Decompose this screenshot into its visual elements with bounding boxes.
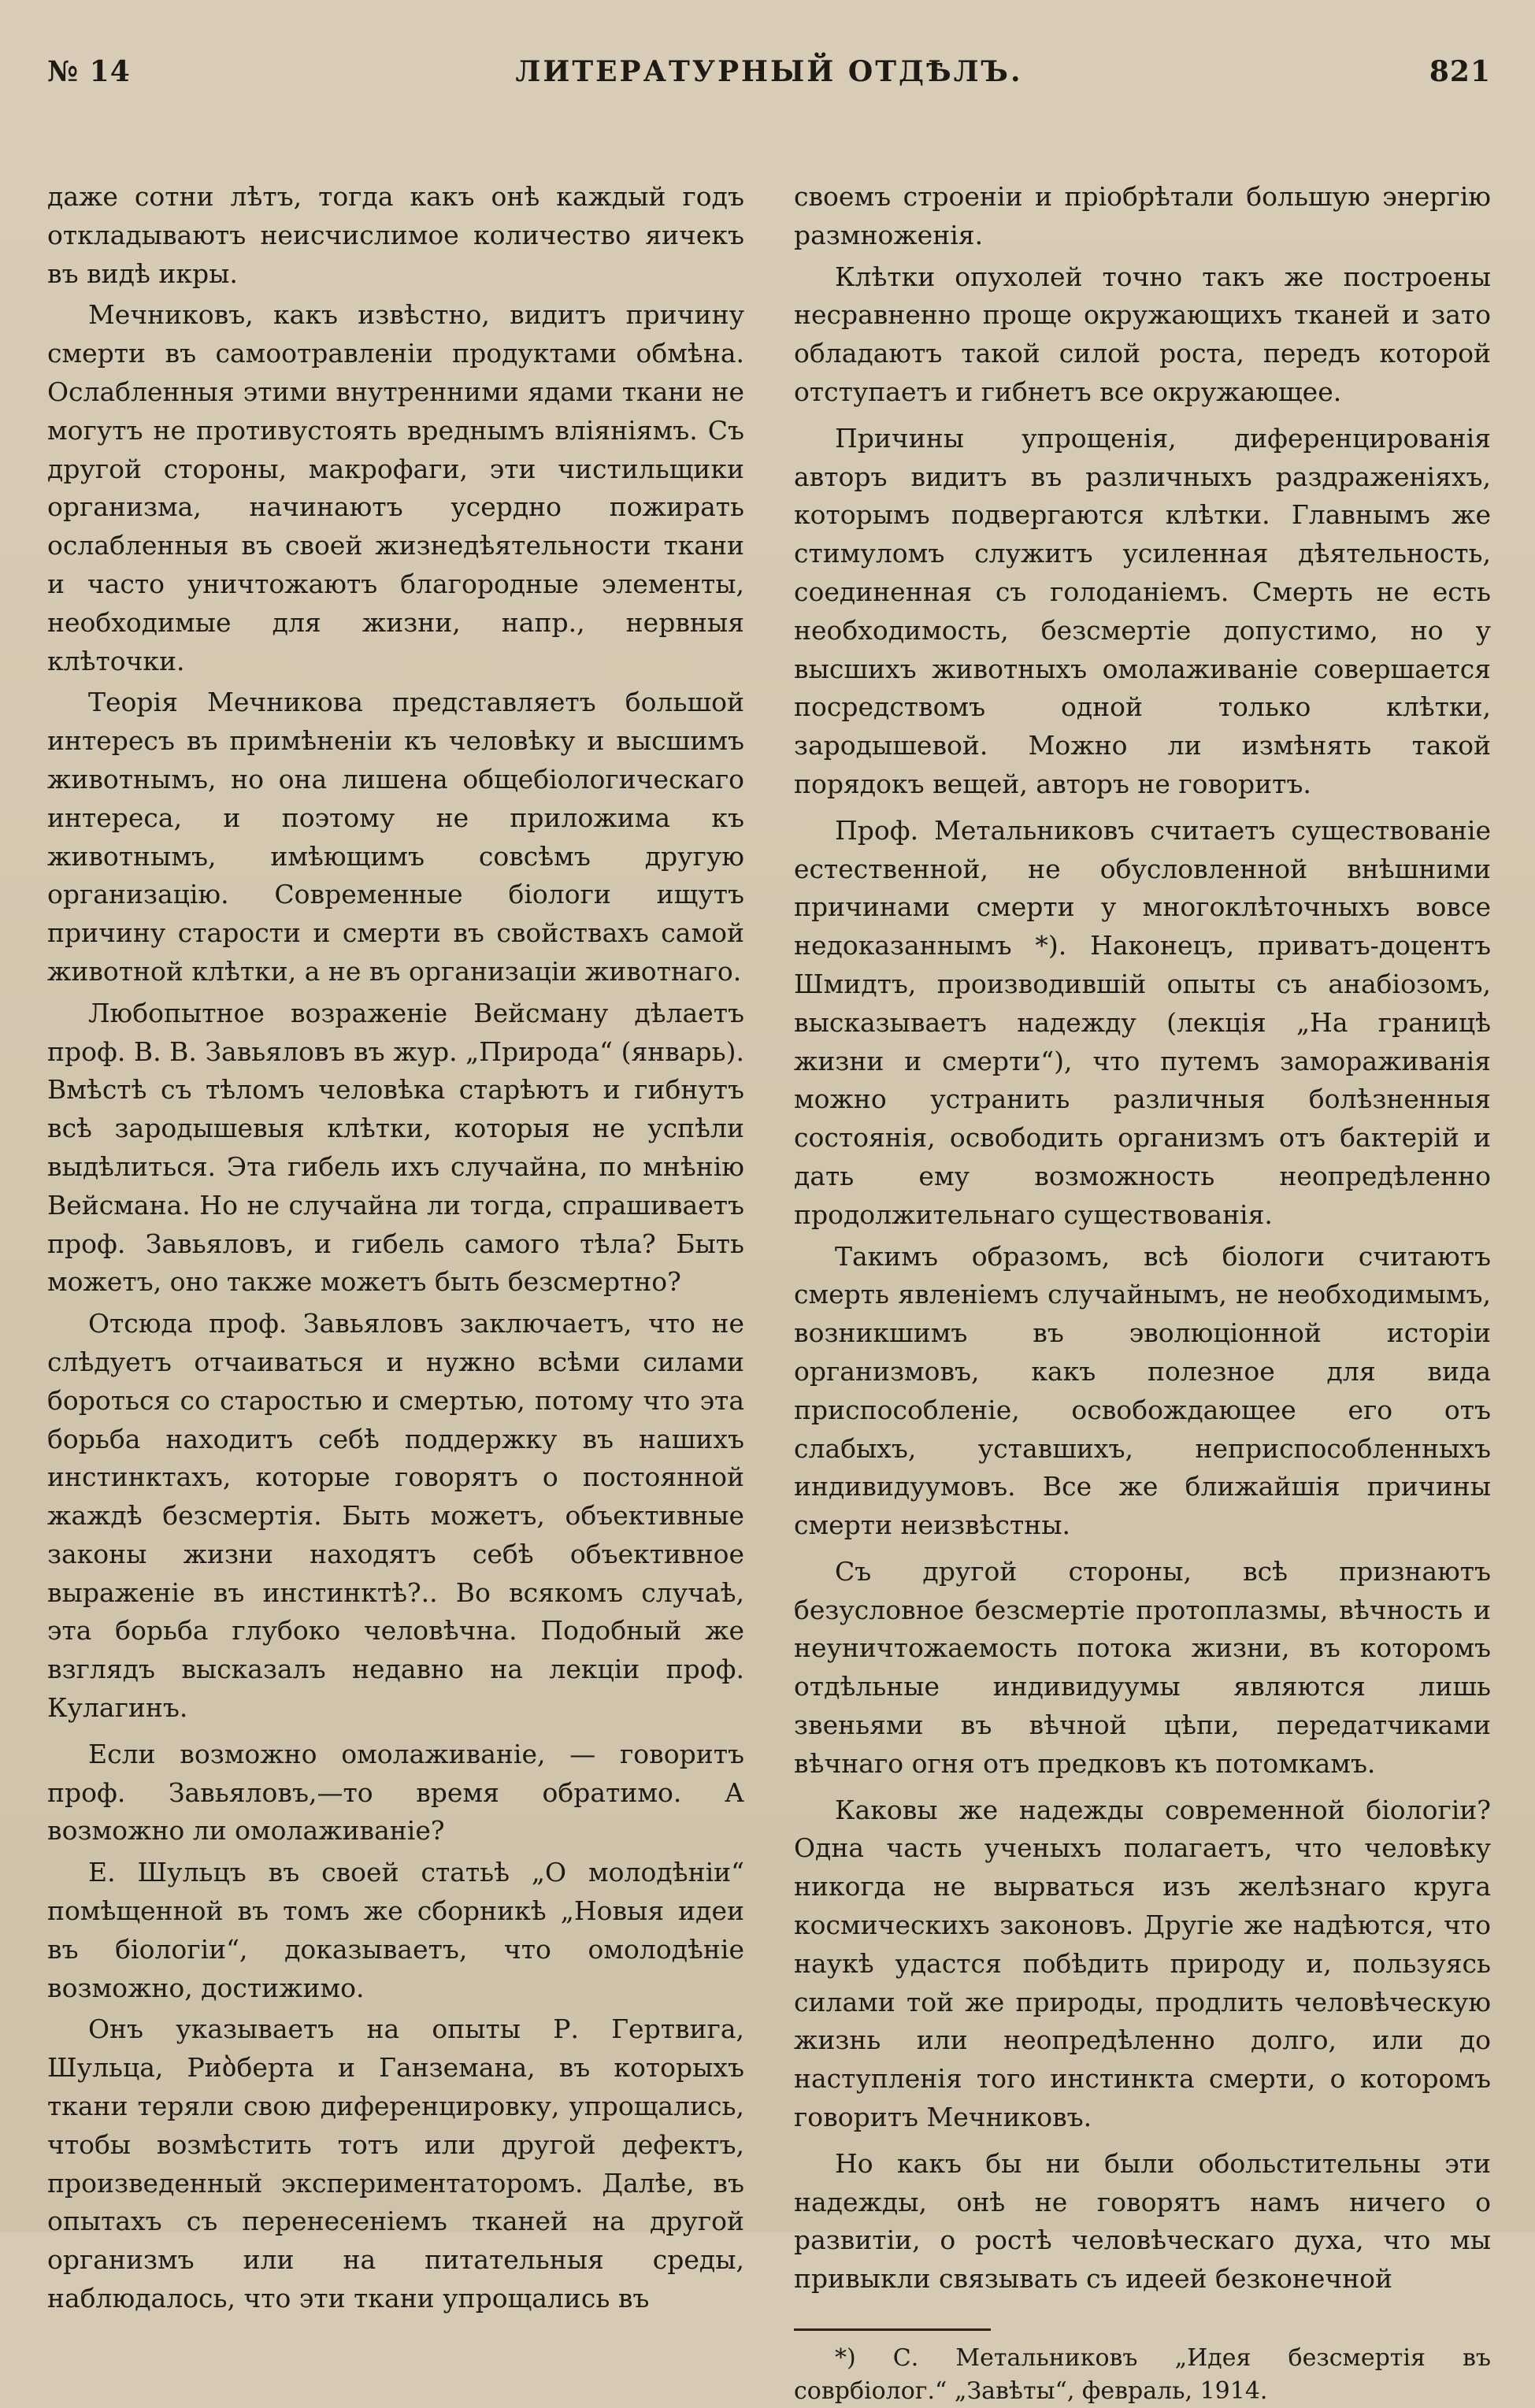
- paragraph: Такимъ образомъ, всѣ біологи считаютъ смерть явленіемъ случайнымъ, не необходимымъ, возникшимъ въ эволюціонной исторіи организмовъ, какъ полезное для вида приспособленіе, освобождающее его отъ слабыхъ, уставшихъ, неприспособленныхъ индивидуумовъ. Все же ближайшія причины смерти неизвѣстны.: [794, 1240, 1491, 1541]
- paragraph: Мечниковъ, какъ извѣстно, видитъ причину смерти въ самоотравленіи продуктами обмѣна. Ослабленныя этими внутренними ядами ткани не могутъ не противустоять вреднымъ вліяніямъ. Съ другой стороны, макрофаги, эти чистильщики организма, начинаютъ усердно пожирать ослабленныя въ своей жизнедѣятельности ткани и часто уничтожаютъ благородные элементы, необходимые для жизни, напр., нервныя клѣточки.: [47, 299, 744, 676]
- text-columns: [47, 178, 1491, 2406]
- left-column: [47, 178, 744, 2314]
- page-header: [47, 55, 1491, 102]
- paragraph: Но какъ бы ни были обольстительны эти надежды, онѣ не говорятъ намъ ничего о развитіи, о ростѣ человѣческаго духа, что мы привыкли связывать съ идеей безконечной: [794, 2147, 1491, 2295]
- footnote: *) С. Метальниковъ „Идея безсмертія въ соврбіолог.“ „Завѣты“, февраль, 1914.: [794, 2344, 1491, 2406]
- footnote-divider: [794, 2328, 991, 2331]
- paragraph: Е. Шульцъ въ своей статьѣ „О молодѣніи“ помѣщенной въ томъ же сборникѣ „Новыя идеи въ біологіи“, доказываетъ, что омолодѣніе возможно, достижимо.: [47, 1857, 744, 2003]
- issue-number: № 14: [47, 55, 131, 88]
- paragraph: Любопытное возраженіе Вейсману дѣлаетъ проф. В. В. Завьяловъ въ жур. „Природа“ (январь). Вмѣстѣ съ тѣломъ человѣка старѣютъ и гибнутъ всѣ зародышевыя клѣтки, которыя не успѣли выдѣлиться. Эта гибель ихъ случайна, по мнѣнію Вейсмана. Но не случайна ли тогда, спрашиваетъ проф. Завьяловъ, и гибель самого тѣла? Быть можетъ, оно также можетъ быть безсмертно?: [47, 997, 744, 1298]
- paragraph: своемъ строеніи и пріобрѣтали большую энергію размноженія.: [794, 181, 1491, 250]
- paragraph: Клѣтки опухолей точно такъ же построены несравненно проще окружающихъ тканей и зато обладаютъ такой силой роста, передъ которой отступаетъ и гибнетъ все окружающее.: [794, 261, 1491, 407]
- paragraph: Если возможно омолаживаніе, — говоритъ проф. Завьяловъ,—то время обратимо. А возможно ли омолаживаніе?: [47, 1738, 744, 1847]
- paragraph: Онъ указываетъ на опыты Р. Гертвига, Шульца, Риბберта и Ганземана, въ которыхъ ткани теряли свою диференцировку, упрощались, чтобы возмѣстить тотъ или другой дефектъ, произведенный экспериментаторомъ. Далѣе, въ опытахъ съ перенесеніемъ тканей на другой организмъ или на питательныя среды, наблюдалось, что эти ткани упрощались въ: [47, 2013, 744, 2314]
- section-title: ЛИТЕРАТУРНЫЙ ОТДѢЛЪ.: [515, 55, 1023, 88]
- paragraph: Каковы же надежды современной біологіи? Одна часть ученыхъ полагаетъ, что человѣку никогда не вырваться изъ желѣзнаго круга космическихъ законовъ. Другіе же надѣются, что наукѣ удастся побѣдить природу и, пользуясь силами той же природы, продлить человѣческую жизнь или неопредѣленно долго, или до наступленія того инстинкта смерти, о которомъ говоритъ Мечниковъ.: [794, 1794, 1491, 2133]
- paragraph: Теорія Мечникова представляетъ большой интересъ въ примѣненіи къ человѣку и высшимъ животнымъ, но она лишена общебіологическаго интереса, и поэтому не приложима къ животнымъ, имѣющимъ совсѣмъ другую организацію. Современные біологи ищутъ причину старости и смерти въ свойствахъ самой животной клѣтки, а не въ организаціи животнаго.: [47, 687, 744, 987]
- paragraph: Съ другой стороны, всѣ признаютъ безусловное безсмертіе протоплазмы, вѣчность и неуничтожаемость потока жизни, въ которомъ отдѣльные индивидуумы являются лишь звеньями въ вѣчной цѣпи, передатчиками вѣчнаго огня отъ предковъ къ потомкамъ.: [794, 1555, 1491, 1779]
- right-column: [794, 178, 1491, 2406]
- paragraph: даже сотни лѣтъ, тогда какъ онѣ каждый годъ откладываютъ неисчислимое количество яичекъ въ видѣ икры.: [47, 181, 744, 289]
- paragraph: Проф. Метальниковъ считаетъ существованіе естественной, не обусловленной внѣшними причинами смерти у многоклѣточныхъ вовсе недоказаннымъ *). Наконецъ, приватъ-доцентъ Шмидтъ, производившій опыты съ анабіозомъ, высказываетъ надежду (лекція „На границѣ жизни и смерти“), что путемъ замораживанія можно устранить различныя болѣзненныя состоянія, освободить организмъ отъ бактерій и дать ему возможность неопредѣленно продолжительнаго существованія.: [794, 814, 1491, 1230]
- paragraph: Причины упрощенія, диференцированія авторъ видитъ въ различныхъ раздраженіяхъ, которымъ подвергаются клѣтки. Главнымъ же стимуломъ служитъ усиленная дѣятельность, соединенная съ голоданіемъ. Смерть не есть необходимость, безсмертіе допустимо, но у высшихъ животныхъ омолаживаніе совершается посредствомъ одной только клѣтки, зародышевой. Можно ли измѣнять такой порядокъ вещей, авторъ не говоритъ.: [794, 422, 1491, 799]
- page-number: 821: [1429, 55, 1491, 88]
- paragraph: Отсюда проф. Завьяловъ заключаетъ, что не слѣдуетъ отчаиваться и нужно всѣми силами бороться со старостью и смертью, потому что эта борьба находитъ себѣ поддержку въ нашихъ инстинктахъ, которые говорятъ о постоянной жаждѣ безсмертія. Быть можетъ, объективные законы жизни находятъ себѣ объективное выраженіе въ инстинктѣ?.. Во всякомъ случаѣ, эта борьба глубоко человѣчна. Подобный же взглядъ высказалъ недавно на лекціи проф. Кулагинъ.: [47, 1308, 744, 1724]
